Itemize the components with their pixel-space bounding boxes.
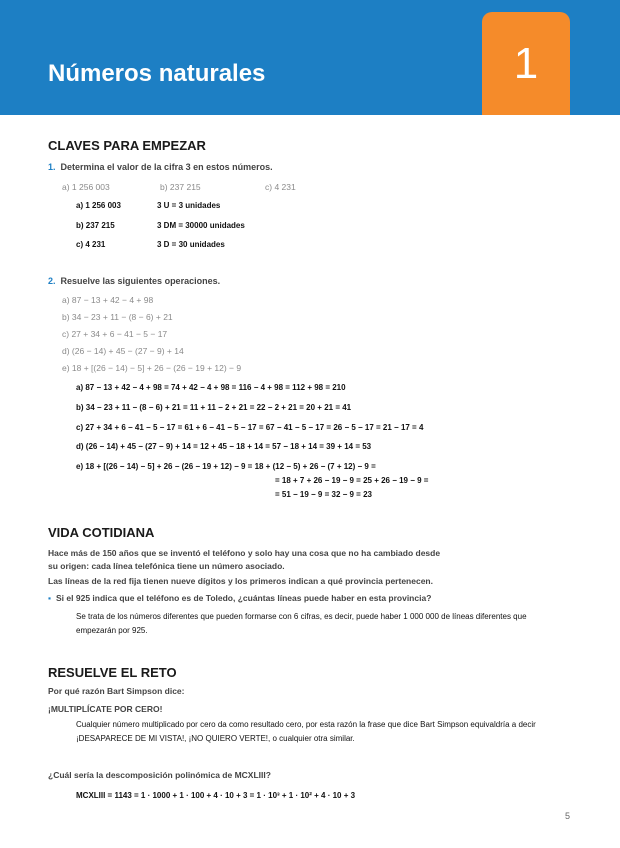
question-1 bbox=[48, 162, 273, 172]
paragraph-line: su origen: cada línea telefónica tiene un número asociado. bbox=[48, 561, 285, 571]
challenge-quote: ¡MULTIPLÍCATE POR CERO! bbox=[48, 704, 163, 714]
section-heading: RESUELVE EL RETO bbox=[48, 665, 177, 680]
answer-label: a) 1 256 003 bbox=[76, 201, 121, 210]
given-item: c) 27 + 34 + 6 − 41 − 5 − 17 bbox=[62, 329, 168, 339]
question-text: Resuelve las siguientes operaciones. bbox=[60, 276, 221, 286]
question-number: 1. bbox=[48, 162, 56, 172]
given-item: c) 4 231 bbox=[265, 182, 296, 192]
given-item: d) (26 − 14) + 45 − (27 − 9) + 14 bbox=[62, 346, 184, 356]
answer-line: c) 27 + 34 + 6 − 41 − 5 − 17 = 61 + 6 − 41 − 5 − 17 = 67 − 41 − 5 − 17 = 26 − 5 − 17 = 21 − 17 = 4 bbox=[76, 423, 424, 432]
page-number: 5 bbox=[565, 811, 571, 821]
given-item: b) 34 − 23 + 11 − (8 − 6) + 21 bbox=[62, 312, 173, 322]
given-item: a) 87 − 13 + 42 − 4 + 98 bbox=[62, 295, 154, 305]
answer-value: 3 D = 30 unidades bbox=[157, 240, 225, 249]
question-number: 2. bbox=[48, 276, 56, 286]
question-text: Determina el valor de la cifra 3 en estos números. bbox=[60, 162, 273, 172]
answer-label: b) 237 215 bbox=[76, 221, 115, 230]
answer-continuation: = 51 − 19 − 9 = 32 − 9 = 23 bbox=[275, 490, 372, 499]
answer-paragraph: Se trata de los números diferentes que pueden formarse con 6 cifras, es decir, puede haber 1 000 000 de líneas diferentes que empezarán por 925. bbox=[76, 612, 527, 635]
bullet-question bbox=[48, 593, 431, 603]
challenge-question: ¿Cuál sería la descomposición polinómica de MCXLIII? bbox=[48, 770, 271, 780]
given-item: a) 1 256 003 bbox=[62, 182, 110, 192]
answer-line: d) (26 − 14) + 45 − (27 − 9) + 14 = 12 + 45 − 18 + 14 = 57 − 18 + 14 = 39 + 14 = 53 bbox=[76, 442, 372, 451]
bullet-icon: ▪ bbox=[48, 593, 52, 603]
answer-line: b) 34 − 23 + 11 − (8 − 6) + 21 = 11 + 11 − 2 + 21 = 22 − 2 + 21 = 20 + 21 = 41 bbox=[76, 403, 352, 412]
given-item: e) 18 + [(26 − 14) − 5] + 26 − (26 − 19 + 12) − 9 bbox=[62, 363, 242, 373]
chapter-number-tab: 1 bbox=[482, 12, 570, 115]
question-2 bbox=[48, 276, 220, 286]
answer-line: e) 18 + [(26 − 14) − 5] + 26 − (26 − 19 + 12) − 9 = 18 + (12 − 5) + 26 − (7 + 12) − 9 = bbox=[76, 462, 376, 471]
paragraph-line: Las líneas de la red fija tienen nueve dígitos y los primeros indican a qué provincia pertenecen. bbox=[48, 576, 433, 586]
paragraph-line: Hace más de 150 años que se inventó el teléfono y solo hay una cosa que no ha cambiado desde bbox=[48, 548, 441, 558]
given-item: b) 237 215 bbox=[160, 182, 201, 192]
answer-paragraph: Cualquier número multiplicado por cero da como resultado cero, por esta razón la frase que dice Bart Simpson equivaldría a decir ¡DESAPARECE DE MI VISTA!, ¡NO QUIERO VERTE!, o cualquier otra similar. bbox=[76, 720, 536, 743]
answer-value: 3 U = 3 unidades bbox=[157, 201, 221, 210]
bullet-text: Si el 925 indica que el teléfono es de Toledo, ¿cuántas líneas puede haber en esta provincia? bbox=[56, 593, 432, 603]
answer-line: MCXLIII = 1143 = 1 · 1000 + 1 · 100 + 4 · 10 + 3 = 1 · 10³ + 1 · 10² + 4 · 10 + 3 bbox=[76, 791, 356, 800]
answer-continuation: = 18 + 7 + 26 − 19 − 9 = 25 + 26 − 19 − 9 = bbox=[275, 476, 429, 485]
page-title: Números naturales bbox=[48, 60, 266, 87]
answer-label: c) 4 231 bbox=[76, 240, 106, 249]
answer-line: a) 87 − 13 + 42 − 4 + 98 = 74 + 42 − 4 + 98 = 116 − 4 + 98 = 112 + 98 = 210 bbox=[76, 383, 346, 392]
answer-value: 3 DM = 30000 unidades bbox=[157, 221, 245, 230]
challenge-question: Por qué razón Bart Simpson dice: bbox=[48, 686, 185, 696]
section-heading: CLAVES PARA EMPEZAR bbox=[48, 138, 206, 153]
section-heading: VIDA COTIDIANA bbox=[48, 525, 155, 540]
